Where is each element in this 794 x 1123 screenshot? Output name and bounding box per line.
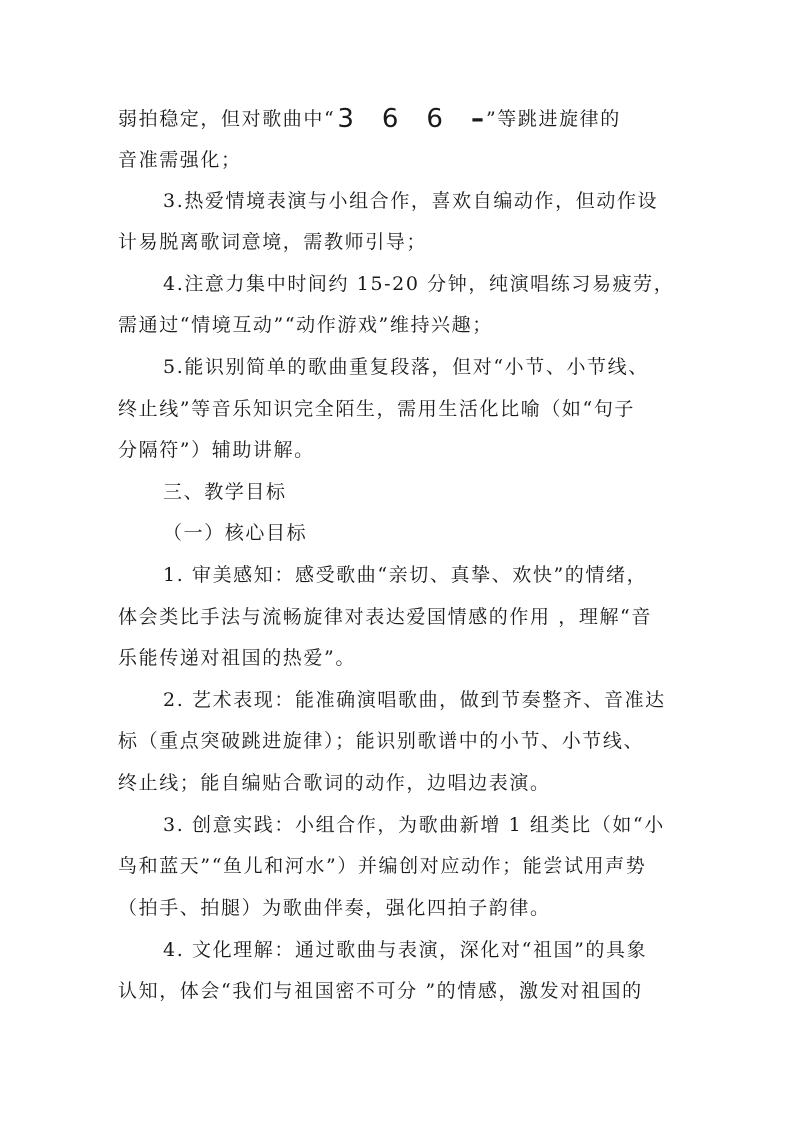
text-line-content: 终止线”等音乐知识完全陌生，需用生活化比喻（如“句子 bbox=[118, 398, 636, 420]
text-segment: ”等跳进旋律的 bbox=[485, 108, 621, 130]
text-line-content: 2. 艺术表现：能准确演唱歌曲，做到节奏整齐、音准达 bbox=[163, 689, 666, 711]
text-line-content: 计易脱离歌词意境，需教师引导； bbox=[118, 231, 428, 253]
note-dash: – bbox=[470, 104, 484, 134]
text-line bbox=[0, 604, 794, 630]
note-number: 3 bbox=[337, 104, 354, 134]
text-line-content: 5.能识别简单的歌曲重复段落，但对“小节、小节线、 bbox=[163, 356, 649, 378]
text-line bbox=[0, 147, 794, 173]
subsection-heading bbox=[0, 520, 794, 546]
text-line bbox=[0, 728, 794, 754]
text-line bbox=[0, 229, 794, 255]
text-line bbox=[0, 312, 794, 338]
paragraph-first-line bbox=[0, 188, 794, 214]
text-line bbox=[0, 437, 794, 463]
text-line-content: 音准需强化； bbox=[118, 149, 242, 171]
text-line bbox=[0, 978, 794, 1004]
text-line bbox=[0, 853, 794, 879]
text-line-content: （拍手、拍腿）为歌曲伴奏，强化四拍子韵律。 bbox=[118, 897, 551, 919]
text-line-content: 4. 文化理解：通过歌曲与表演，深化对“祖国”的具象 bbox=[163, 939, 648, 961]
text-line-content: 4.注意力集中时间约 15-20 分钟，纯演唱练习易疲劳， bbox=[163, 273, 675, 295]
text-line-content: 分隔符”）辅助讲解。 bbox=[118, 439, 315, 461]
text-line-content: 标（重点突破跳进旋律）；能识别歌谱中的小节、小节线、 bbox=[118, 730, 645, 752]
text-line-content: 体会类比手法与流畅旋律对表达爱国情感的作用 ，理解“音 bbox=[118, 606, 652, 628]
text-line bbox=[0, 396, 794, 422]
text-line-content: 鸟和蓝天”“鱼儿和河水”）并编创对应动作；能尝试用声势 bbox=[118, 855, 647, 877]
text-line-content: 3. 创意实践：小组合作，为歌曲新增 1 组类比（如“小 bbox=[163, 814, 665, 836]
text-segment: 弱拍稳定，但对歌曲中“ bbox=[118, 108, 336, 130]
text-line bbox=[0, 770, 794, 796]
paragraph-first-line bbox=[0, 271, 794, 297]
text-line-content: 需通过“情境互动”“动作游戏”维持兴趣； bbox=[118, 314, 493, 336]
heading-text: 三、教学目标 bbox=[163, 481, 287, 503]
text-line bbox=[0, 645, 794, 671]
text-line-content: 认知，体会“我们与祖国密不可分 ”的情感，激发对祖国的 bbox=[118, 980, 643, 1002]
text-line bbox=[0, 895, 794, 921]
paragraph-first-line bbox=[0, 812, 794, 838]
paragraph-first-line bbox=[0, 687, 794, 713]
note-number: 6 bbox=[381, 104, 399, 134]
heading-text: （一）核心目标 bbox=[163, 522, 308, 544]
music-notation bbox=[335, 106, 486, 132]
text-line bbox=[0, 106, 794, 132]
paragraph-first-line bbox=[0, 354, 794, 380]
text-line-content: 1. 审美感知：感受歌曲“亲切、真挚、欢快”的情绪， bbox=[163, 564, 648, 586]
text-line-content: 乐能传递对祖国的热爱”。 bbox=[118, 647, 356, 669]
text-line-content: 3.热爱情境表演与小组合作，喜欢自编动作，但动作设 bbox=[163, 190, 659, 212]
paragraph-first-line bbox=[0, 937, 794, 963]
section-heading bbox=[0, 479, 794, 505]
text-line-content: 终止线；能自编贴合歌词的动作，边唱边表演。 bbox=[118, 772, 551, 794]
paragraph-first-line bbox=[0, 562, 794, 588]
note-number: 6 bbox=[426, 104, 443, 134]
